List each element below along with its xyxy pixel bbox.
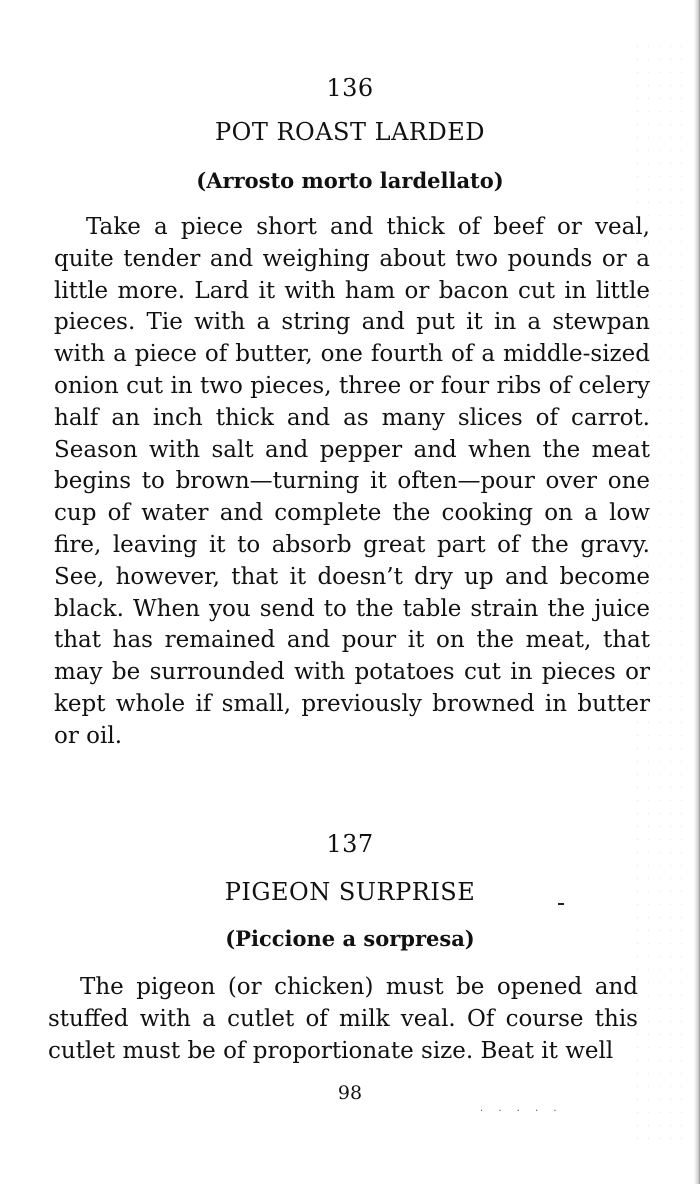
recipe-title: POT ROAST LARDED xyxy=(215,118,485,146)
recipe-subtitle: (Piccione a sorpresa) xyxy=(225,926,475,951)
recipe-body xyxy=(54,212,650,753)
stray-mark xyxy=(558,903,564,905)
stray-dots: · · · · · xyxy=(480,1106,563,1117)
recipe-number: 136 xyxy=(326,74,374,102)
recipe-paragraph: Take a piece short and thick of beef or veal, quite tender and weighing about two pounds or a little more. Lard it with ham or bacon cut in little pieces. Tie with a string and put it in a stewpan with a piece of butter, one fourth of a middle-sized onion cut in two pieces, three or four ribs of celery half an inch thick and as many slices of carrot. Season with salt and pepper and when the meat begins to brown—turning it often—pour over one cup of water and complete the cooking on a low fire, leaving it to absorb great part of the gravy. See, however, that it doesn’t dry up and become black. When you send to the table strain the juice that has remained and pour it on the meat, that may be surrounded with potatoes cut in pieces or kept whole if small, previously browned in butter or oil. xyxy=(54,214,650,749)
recipe-paragraph: The pigeon (or chicken) must be opened and stuffed with a cutlet of milk veal. Of course this cutlet must be of proportionate size. Beat it well xyxy=(48,974,638,1064)
recipe-body xyxy=(48,972,638,1067)
recipe-subtitle: (Arrosto morto lardellato) xyxy=(196,168,504,193)
recipe-title: PIGEON SURPRISE xyxy=(224,878,476,906)
page-number: 98 xyxy=(337,1082,363,1104)
recipe-number: 137 xyxy=(326,830,374,858)
